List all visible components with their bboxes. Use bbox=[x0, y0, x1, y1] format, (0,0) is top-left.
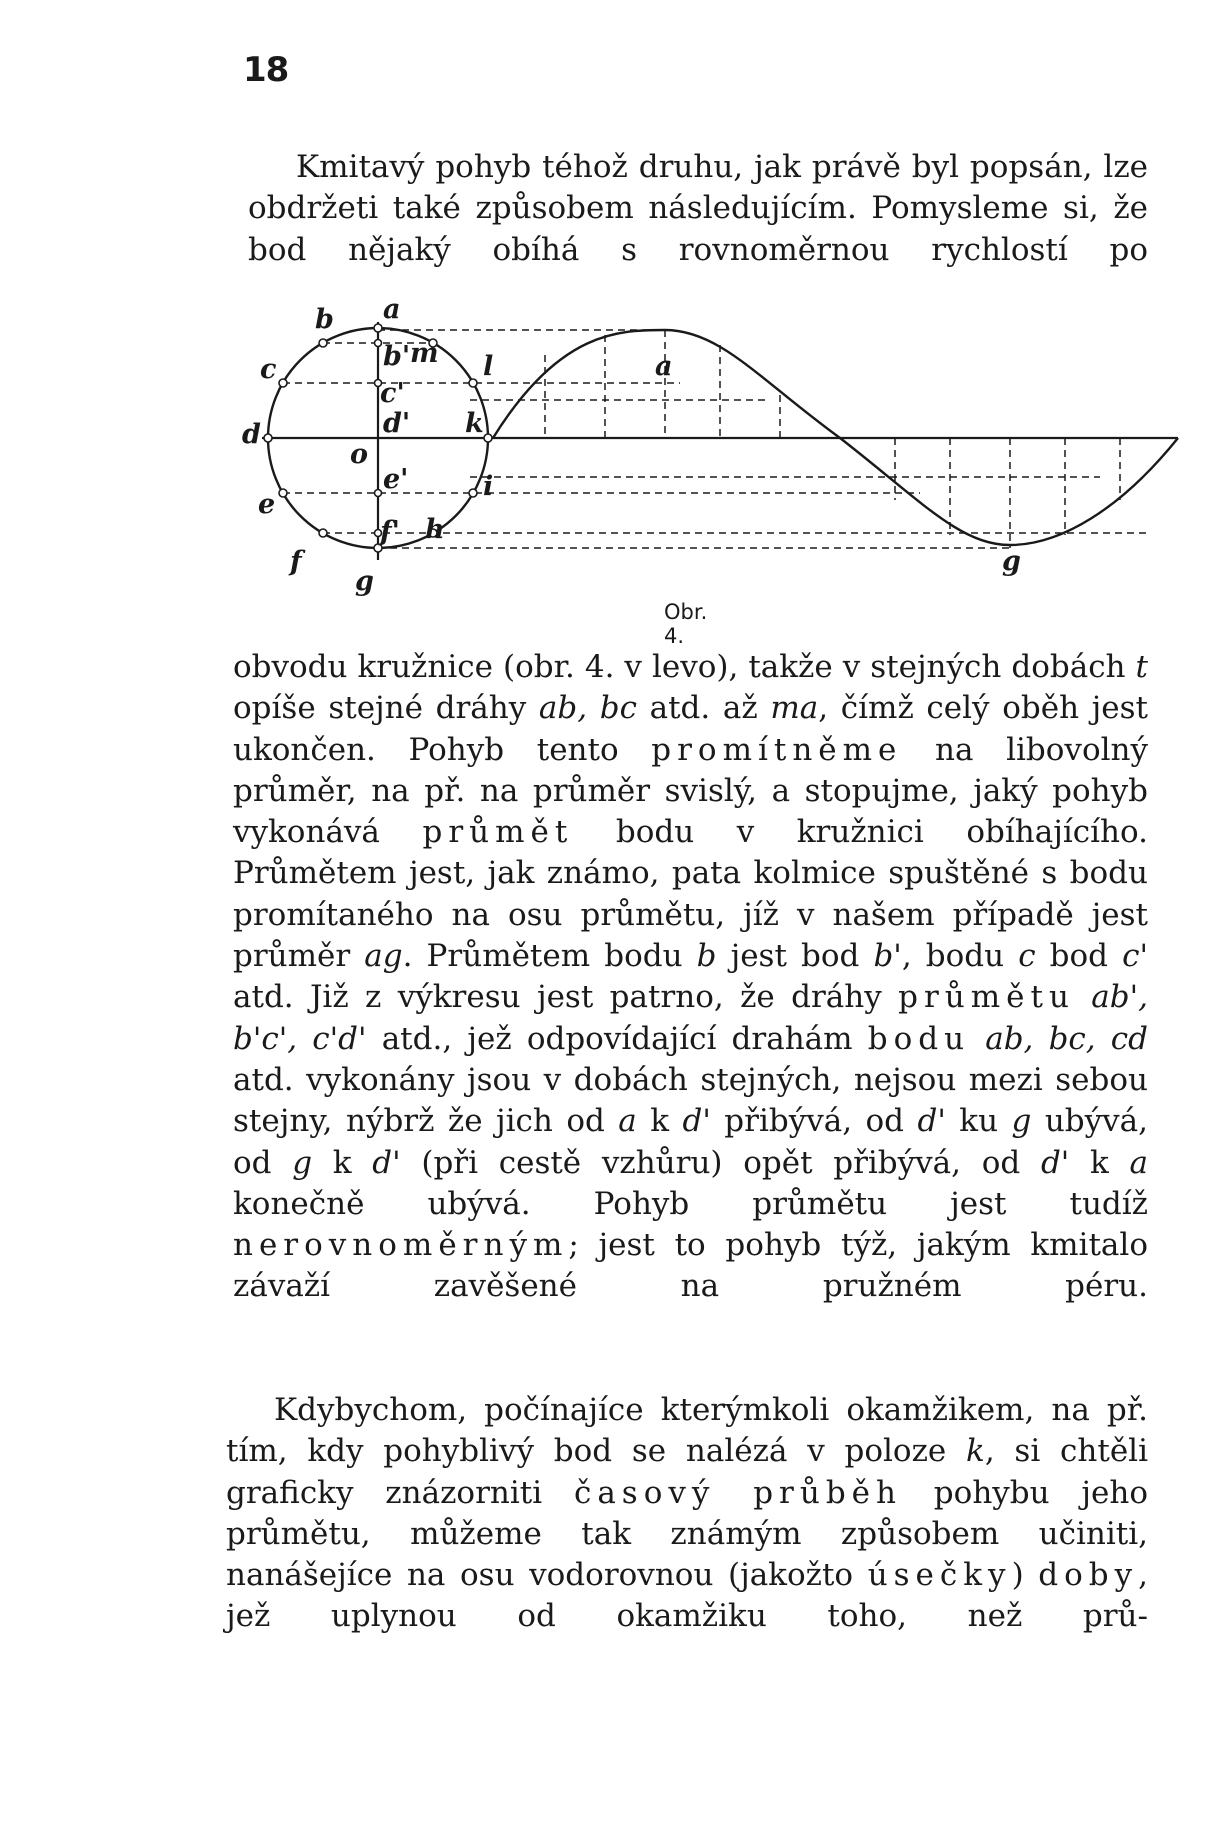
label-h: h bbox=[425, 514, 445, 545]
label-e-prime: e' bbox=[383, 464, 409, 495]
label-curve-g: g bbox=[1002, 546, 1021, 577]
label-b-prime: b' bbox=[383, 341, 411, 372]
label-l: l bbox=[483, 351, 494, 382]
label-c-prime: c' bbox=[380, 378, 405, 409]
page-number: 18 bbox=[243, 50, 289, 90]
figure-caption: Obr. 4. bbox=[664, 600, 708, 648]
paragraph-3: Kdybychom, počínajíce kterýmkoli okamžikem, na př. tím, kdy pohyblivý bod se nalézá v poloze k, si chtěli graficky znázorniti časový průběh pohybu jeho průmětu, můžeme tak známým způsobem učiniti, nanášejíce na osu vodorovnou (jakožto úsečky) doby, jež uplynou od okamžiku toho, než prů- bbox=[226, 1392, 1148, 1635]
label-m: m bbox=[410, 338, 439, 369]
label-d: d bbox=[242, 419, 261, 450]
circle-sine-diagram bbox=[0, 0, 1229, 640]
label-i: i bbox=[483, 471, 494, 502]
label-f: f bbox=[290, 546, 302, 577]
label-g: g bbox=[355, 566, 374, 597]
paragraph-1: Kmitavý pohyb téhož druhu, jak právě byl popsán, lze obdržeti také způsobem následujícím. Pomysleme si, že bod nějaký obíhá s rovnoměrnou rychlostí po bbox=[248, 149, 1148, 268]
label-curve-a: a bbox=[655, 351, 673, 382]
label-k: k bbox=[465, 408, 484, 439]
label-c: c bbox=[260, 354, 277, 385]
label-f-prime: f' bbox=[380, 516, 400, 547]
label-d-prime: d' bbox=[383, 408, 411, 439]
label-b: b bbox=[315, 304, 334, 335]
label-a: a bbox=[383, 294, 401, 325]
paragraph-2: obvodu kružnice (obr. 4. v levo), takže v stejných dobách t opíše stejné dráhy ab, bc atd. až ma, čímž celý oběh jest ukončen. Pohyb tento promítněme na libovolný průměr, na př. na průměr svislý, a stopujme, jaký pohyb vykonává průmět bodu v kružnici obíhajícího. Průmětem jest, jak známo, pata kolmice spuštěné s bodu promítaného na osu průmětu, jíž v našem případě jest průměr ag. Průmětem bodu b jest bod b', bodu c bod c' atd. Již z výkresu jest patrno, že dráhy průmětu ab', b'c', c'd' atd., jež odpovídající drahám bodu ab, bc, cd atd. vykonány jsou v dobách stejných, nejsou mezi sebou stejny, nýbrž že jich od a k d' přibývá, od d' ku g ubývá, od g k d' (při cestě vzhůru) opět přibývá, od d' k a konečně ubývá. Pohyb průmětu jest tudíž nerovnoměrným; jest to pohyb týž, jakým kmitalo závaží zavěšené na pružném péru. bbox=[233, 649, 1149, 1305]
label-o: o bbox=[350, 439, 369, 470]
label-e: e bbox=[258, 489, 276, 520]
